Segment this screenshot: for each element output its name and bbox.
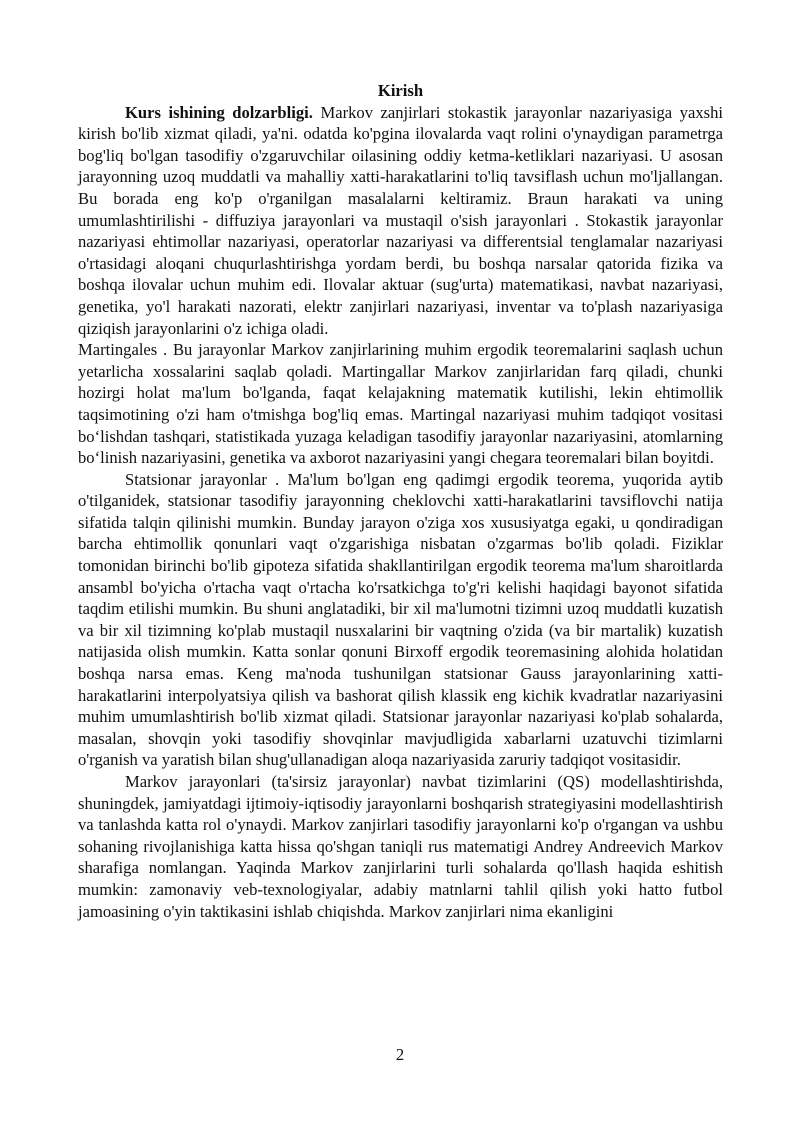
document-page [78,80,723,922]
section-title: Kirish [377,81,424,100]
paragraph-text: Markov zanjirlari stokastik jarayonlar nazariyasiga yaxshi kirish bo'lib xizmat qiladi, ya'ni. odatda ko'pgina ilovalarda vaqt rolini o'ynaydigan parametrga bog'liq bo'lgan tasodifiy o'zgaruvchilar oilasining oddiy ketma-ketliklari nazariyasi. U asosan jarayonning uzoq muddatli va mahalliy xatti-harakatlarini to'liq tavsiflash uchun mo'ljallangan. Bu borada eng ko'p o'rganilgan masalalarni keltiramiz. Braun harakati va uning umumlashtirilishi - diffuziya jarayonlari va mustaqil o'sish jarayonlari . Stokastik jarayonlar nazariyasi ehtimollar nazariyasi, operatorlar nazariyasi va differentsial tenglamalar nazariyasi o'rtasidagi aloqani chuqurlashtirishga yordam berdi, bu boshqa narsalar qatorida fizika va boshqa ilovalar uchun muhim edi. Ilovalar aktuar (sug'urta) matematikasi, navbat nazariyasi, genetika, yo'l harakati nazorati, elektr zanjirlari nazariyasi, inventar va to'plash nazariyasiga qiziqish jarayonlarini o'z ichiga oladi. [78,102,723,338]
paragraph-lead: Kurs ishining dolzarbligi. [125,102,313,122]
paragraph-martingales [78,339,723,469]
paragraph-relevance [78,102,723,340]
paragraph-text: Statsionar jarayonlar . Ma'lum bo'lgan eng qadimgi ergodik teorema, yuqorida aytib o'tilganidek, statsionar tasodifiy jarayonning cheklovchi xatti-harakatlarini tavsiflovchi natija sifatida talqin qilinishi mumkin. Bunday jarayon o'ziga xos xususiyatga egaki, u qondiradigan barcha ehtimollik qonunlari vaqt o'zgarishiga nisbatan o'zgarmas bo'lib qoladi. Fiziklar tomonidan birinchi bo'lib gipoteza sifatida shakllantirilgan ergodik teorema ma'lum sharoitlarda ansambl bo'yicha o'rtacha vaqt o'rtacha ko'rsatkichga to'g'ri kelishi haqidagi bayonot sifatida taqdim etilishi mumkin. Bu shuni anglatadiki, bir xil ma'lumotni tizimni uzoq muddatli kuzatish va bir xil tizimning ko'plab mustaqil nusxalarini bir vaqtning o'zida (va bir martalik) kuzatish natijasida olish mumkin. Katta sonlar qonuni Birxoff ergodik teoremasining alohida holatidan boshqa narsa emas. Keng ma'noda tushunilgan statsionar Gauss jarayonlarining xatti-harakatlarini interpolyatsiya qilish va bashorat qilish klassik eng kichik kvadratlar nazariyasini muhim umumlashtirish bo'lib xizmat qiladi. Statsionar jarayonlar nazariyasi ko'plab sohalarda, masalan, shovqin yoki tasodifiy shovqinlar mavjudligida xabarlarni uzatuvchi tizimlarni o'rganish va yaratish bilan shug'ullanadigan aloqa nazariyasida zaruriy tadqiqot vositasidir. [78,469,723,770]
paragraph-markov-processes [78,771,723,922]
paragraph-text: Markov jarayonlari (ta'sirsiz jarayonlar) navbat tizimlarini (QS) modellashtirishda, shuningdek, jamiyatdagi ijtimoiy-iqtisodiy jarayonlarni boshqarish strategiyasini modellashtirish va tanlashda katta rol o'ynaydi. Markov zanjirlari tasodifiy jarayonlarni ko'p o'rgangan va ushbu sohaning rivojlanishiga katta hissa qo'shgan taniqli rus matematigi Andrey Andreevich Markov sharafiga nomlangan. Yaqinda Markov zanjirlarini turli sohalarda qo'llash haqida eshitish mumkin: zamonaviy veb-texnologiyalar, adabiy matnlarni tahlil qilish yoki hatto futbol jamoasining o'yin taktikasini ishlab chiqishda. Markov zanjirlari nima ekanligini [78,772,723,921]
paragraph-stationary [78,469,723,771]
page-number: 2 [395,1045,405,1064]
paragraph-text: Martingales . Bu jarayonlar Markov zanjirlarining muhim ergodik teoremalarini saqlash uchun yetarlicha xossalarini saqlab qoladi. Martingallar Markov zanjirlaridan farq qiladi, chunki hozirgi holat ma'lum bo'lganda, faqat kelajakning matematik kutilishi, lekin ehtimollik taqsimotining o'zi ham o'tmishga bog'liq emas. Martingal nazariyasi muhim tadqiqot vositasi boʻlishdan tashqari, statistikada yuzaga keladigan tasodifiy jarayonlar nazariyasini, atomlarning boʻlinish nazariyasini, genetika va axborot nazariyasini yangi chegara teoremalari bilan boyitdi. [78,340,723,468]
